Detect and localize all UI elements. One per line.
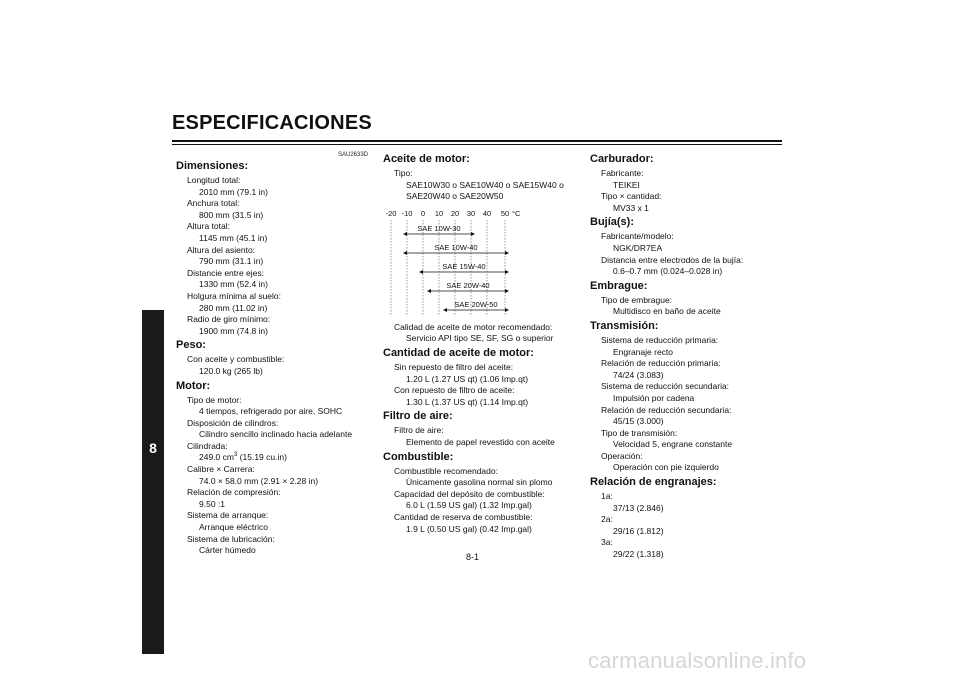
spec-label: Tipo:: [394, 168, 413, 178]
spec-value: [590, 266, 790, 278]
arrow-right-icon: [505, 308, 509, 312]
superscript: 3: [233, 452, 238, 459]
spec-value: [176, 326, 376, 338]
spec-label: Relación de reducción secundaria:: [601, 404, 732, 415]
spec-label: 3a:: [601, 537, 613, 548]
spec-value-text: 29/16 (1.812): [613, 525, 664, 536]
arrow-left-icon: [443, 308, 447, 312]
arrow-left-icon: [403, 232, 407, 236]
spec-label: Calidad de aceite de motor recomendado:: [394, 321, 553, 332]
section-heading: Peso:: [176, 339, 206, 352]
spec-value-text: Operación con pie izquierdo: [613, 462, 719, 473]
section-heading: Aceite de motor:: [383, 153, 470, 165]
spec-value: [176, 279, 376, 291]
spec-value-text: SAE20W40 o SAE20W50: [406, 191, 504, 202]
spec-value: [176, 499, 376, 511]
spec-label: Sistema de reducción primaria:: [601, 334, 719, 345]
spec-value-text: 790 mm (31.1 in): [199, 256, 264, 267]
watermark: carmanualsonline.info: [588, 648, 807, 673]
section-heading: Carburador:: [590, 153, 654, 165]
section-heading: Transmisión:: [590, 319, 659, 332]
section-heading: Cantidad de aceite de motor:: [383, 346, 534, 359]
spec-value: [590, 347, 790, 359]
spec-value: [590, 370, 790, 382]
arrow-right-icon: [505, 270, 509, 274]
spec-value-text: 1330 mm (52.4 in): [199, 279, 268, 290]
spec-value: [383, 374, 583, 386]
temperature-unit: °C: [512, 208, 521, 218]
temperature-tick-label: 10: [434, 208, 444, 218]
spec-value-text: 1145 mm (45.1 in): [199, 232, 268, 243]
spec-value-text: 6.0 L (1.59 US gal) (1.32 Imp.gal): [406, 500, 532, 511]
spec-value-text: Impulsión por cadena: [613, 392, 695, 403]
spec-value-text: Servicio API tipo SE, SF, SG o superior: [406, 333, 554, 344]
spec-label: Combustible recomendado:: [394, 465, 498, 476]
spec-value: [176, 256, 376, 268]
spec-value-text: Velocidad 5, engrane constante: [613, 439, 733, 450]
spec-label: Altura del asiento:: [187, 244, 256, 255]
spec-value: [176, 406, 376, 418]
spec-column-3: [590, 151, 790, 561]
spec-value-text: Multidisco en baño de aceite: [613, 306, 721, 317]
spec-value: [590, 526, 790, 538]
spec-value-text: Cilindro sencillo inclinado hacia adelante: [199, 429, 353, 440]
spec-value-text: SAE10W30 o SAE10W40 o SAE15W40 o: [406, 179, 564, 190]
section-heading: Combustible:: [383, 450, 454, 463]
spec-value: [590, 306, 790, 318]
spec-value-text: 1.20 L (1.27 US qt) (1.06 Imp.qt): [406, 373, 529, 384]
spec-label: Tipo de embrague:: [601, 294, 673, 305]
temperature-tick-label: 30: [466, 208, 476, 218]
spec-value: [176, 476, 376, 488]
spec-value-text: TEIKEI: [613, 179, 640, 190]
spec-value-text: 120.0 kg (265 lb): [199, 365, 263, 376]
spec-label: Relación de compresión:: [187, 487, 281, 498]
spec-value: [176, 452, 376, 464]
spec-value-text: 280 mm (11.02 in): [199, 302, 268, 313]
arrow-left-icon: [403, 251, 407, 255]
oil-viscosity-chart: [383, 207, 583, 319]
spec-value: [176, 366, 376, 378]
section-heading: Bujía(s):: [590, 216, 634, 229]
spec-label: Longitud total:: [187, 175, 241, 185]
spec-value: [176, 303, 376, 315]
spec-label: Sistema de lubricación:: [187, 533, 275, 544]
spec-value: [590, 243, 790, 255]
spec-label: Tipo de motor:: [187, 394, 242, 405]
spec-value-text: 45/15 (3.000): [613, 416, 664, 427]
spec-value-text: Únicamente gasolina normal sin plomo: [406, 477, 553, 488]
section-heading: Motor:: [176, 379, 211, 392]
spec-value: [590, 180, 790, 192]
oil-grade-label: SAE 10W-30: [417, 223, 461, 233]
spec-label: Distancie entre ejes:: [187, 267, 265, 278]
spec-value-text: 9.50 :1: [199, 498, 225, 509]
spec-value-text: Elemento de papel revestido con aceite: [406, 436, 555, 447]
section-heading: Relación de engranajes:: [590, 476, 717, 489]
spec-label: Distancia entre electrodos de la bujía:: [601, 254, 744, 265]
spec-value-text: 74.0 × 58.0 mm (2.91 × 2.28 in): [199, 475, 319, 486]
page-title: ESPECIFICACIONES: [172, 112, 372, 134]
oil-grade-label: SAE 20W-50: [454, 299, 498, 309]
spec-label: Fabricante:: [601, 168, 644, 178]
spec-label: Filtro de aire:: [394, 425, 444, 436]
spec-value-text: 29/22 (1.318): [613, 549, 664, 560]
spec-value: [383, 437, 583, 449]
spec-label: Operación:: [601, 450, 643, 461]
spec-column-2-bottom: [383, 322, 583, 535]
spec-value: [176, 429, 376, 441]
spec-value-text: 0.6–0.7 mm (0.024–0.028 in): [613, 266, 723, 277]
page-number: 8-1: [466, 552, 480, 562]
title-rule: [172, 140, 782, 142]
spec-value-text: 1.9 L (0.50 US gal) (0.42 Imp.gal): [406, 523, 532, 534]
section-heading: Dimensiones:: [176, 160, 249, 172]
spec-value-text: MV33 x 1: [613, 202, 649, 213]
spec-label: Fabricante/modelo:: [601, 231, 674, 242]
spec-value-text: 4 tiempos, refrigerado por aire, SOHC: [199, 406, 343, 417]
spec-label: Calibre × Carrera:: [187, 464, 255, 475]
spec-value: [176, 522, 376, 534]
spec-value-text: NGK/DR7EA: [613, 242, 663, 253]
chapter-tab: [142, 310, 164, 654]
spec-value: [383, 477, 583, 489]
spec-value: [383, 524, 583, 536]
spec-value: [176, 187, 376, 199]
spec-label: 2a:: [601, 514, 613, 525]
arrow-right-icon: [505, 289, 509, 293]
spec-label: Radio de giro mínimo:: [187, 314, 271, 325]
section-code: SAU2633D: [338, 152, 369, 158]
spec-label: Tipo de transmisión:: [601, 427, 678, 438]
spec-value: [176, 233, 376, 245]
temperature-tick-label: 20: [450, 208, 460, 218]
title-rule-thin: [172, 144, 782, 145]
spec-label: Cantidad de reserva de combustible:: [394, 511, 533, 522]
spec-label: Sin repuesto de filtro del aceite:: [394, 361, 514, 372]
spec-value-text: 1.30 L (1.37 US qt) (1.14 Imp.qt): [406, 396, 529, 407]
temperature-tick-label: -10: [401, 208, 413, 218]
spec-value: [590, 416, 790, 428]
temperature-tick-label: 40: [482, 208, 492, 218]
spec-value: [383, 397, 583, 409]
spec-value-text: 1900 mm (74.8 in): [199, 325, 268, 336]
spec-value-suffix: (15.19 cu.in): [237, 452, 287, 463]
spec-label: 1a:: [601, 491, 613, 502]
section-heading: Filtro de aire:: [383, 410, 453, 423]
spec-value: [590, 439, 790, 451]
spec-column-2-top: [383, 153, 583, 203]
spec-label: Con aceite y combustible:: [187, 354, 285, 365]
oil-grade-label: SAE 10W-40: [434, 242, 478, 252]
section-heading: Embrague:: [590, 279, 648, 292]
spec-value: [383, 191, 583, 203]
chapter-number: 8: [149, 440, 157, 456]
spec-value: [590, 462, 790, 474]
spec-value: [176, 210, 376, 222]
spec-value-text: 800 mm (31.5 in): [199, 209, 264, 220]
spec-label: Sistema de reducción secundaria:: [601, 381, 730, 392]
temperature-tick-label: 0: [420, 208, 426, 218]
spec-label: Capacidad del depósito de combustible:: [394, 488, 545, 499]
spec-value-text: 74/24 (3.083): [613, 369, 664, 380]
spec-value-text: Engranaje recto: [613, 346, 674, 357]
spec-label: Disposición de cilindros:: [187, 417, 279, 428]
spec-value: [383, 333, 583, 345]
spec-label: Sistema de arranque:: [187, 510, 269, 521]
temperature-tick-label: -20: [385, 208, 397, 218]
arrow-left-icon: [419, 270, 423, 274]
spec-label: Altura total:: [187, 221, 230, 232]
spec-value-text: 2010 mm (79.1 in): [199, 186, 268, 197]
spec-value: [590, 503, 790, 515]
spec-value-text: Cárter húmedo: [199, 545, 256, 556]
spec-label: Con repuesto de filtro de aceite:: [394, 385, 515, 396]
spec-value: [590, 393, 790, 405]
spec-column-1: [176, 158, 376, 557]
spec-column-2: [383, 151, 583, 535]
temperature-tick-label: 50: [500, 208, 510, 218]
spec-label: Cilindrada:: [187, 440, 228, 451]
spec-label: Holgura mínima al suelo:: [187, 290, 282, 301]
spec-label: Anchura total:: [187, 198, 240, 209]
spec-value-text: Arranque eléctrico: [199, 522, 268, 533]
oil-grade-label: SAE 15W-40: [442, 261, 486, 271]
arrow-left-icon: [427, 289, 431, 293]
spec-value-text: 249.0 cm: [199, 452, 234, 463]
spec-label: Tipo × cantidad:: [601, 191, 662, 202]
oil-grade-label: SAE 20W-40: [446, 280, 490, 290]
spec-value: [176, 545, 376, 557]
spec-value: [590, 549, 790, 561]
spec-value: [590, 203, 790, 215]
arrow-right-icon: [471, 232, 475, 236]
spec-label: Relación de reducción primaria:: [601, 358, 721, 369]
spec-value-text: 37/13 (2.846): [613, 502, 664, 513]
spec-value: [383, 180, 583, 192]
spec-value: [383, 500, 583, 512]
arrow-right-icon: [505, 251, 509, 255]
